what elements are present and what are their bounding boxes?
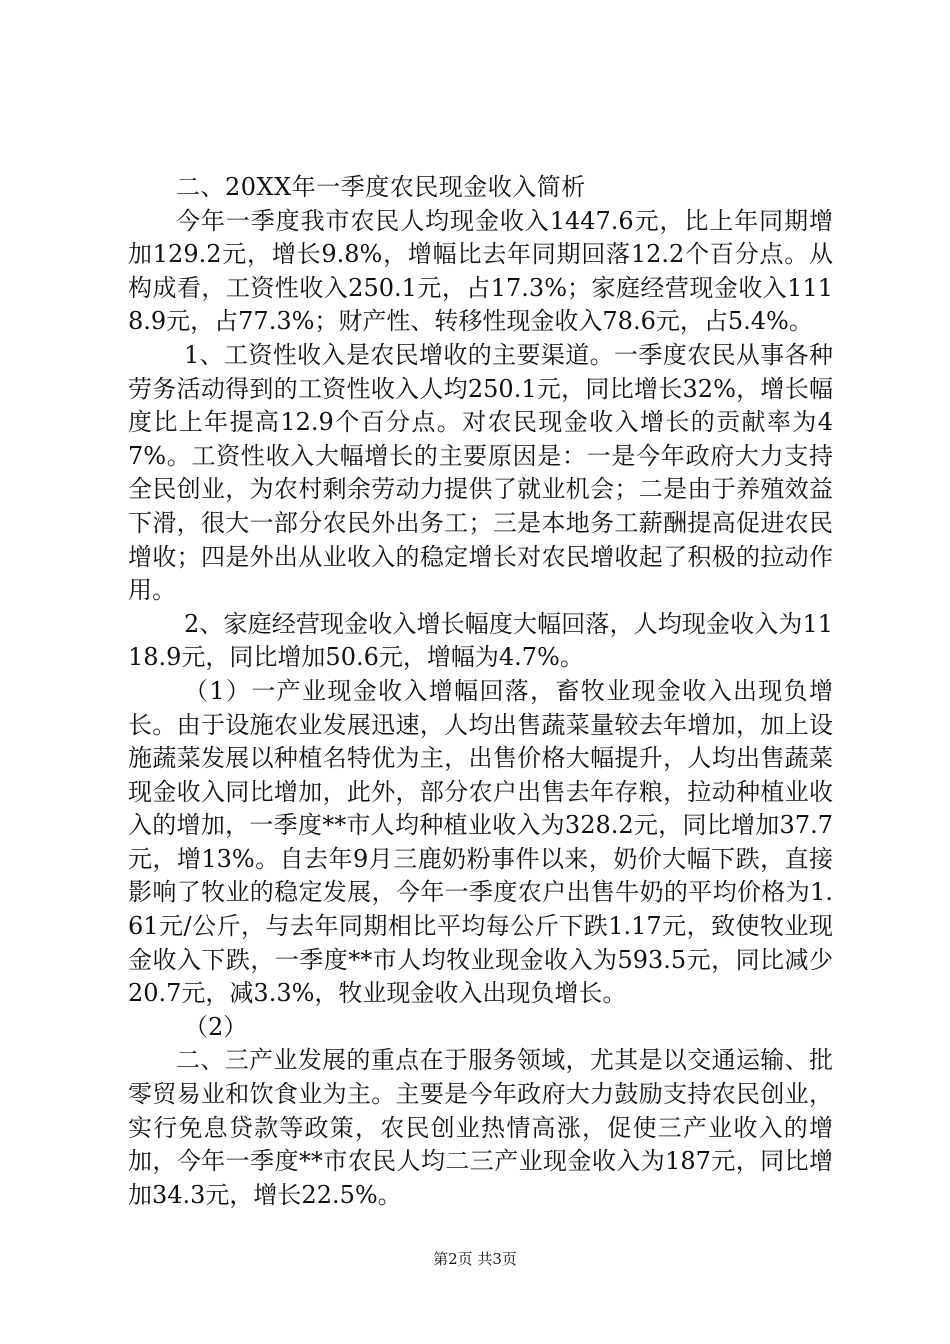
paragraph-primary-industry: （1）一产业现金收入增幅回落，畜牧业现金收入出现负增长。由于设施农业发展迅速，人均出售蔬菜量较去年增加，加上设施蔬菜发展以种植名特优为主，出售价格大幅提升，人均出售蔬菜现金收入同比增加，此外，部分农户出售去年存粮，拉动种植业收入的增加，一季度**市人均种植业收入为328.2元，同比增加37.7元，增13%。自去年9月三鹿奶粉事件以来，奶价大幅下跌，直接影响了牧业的稳定发展，今年一季度农户出售牛奶的平均价格为1.61元/公斤，与去年同期相比平均每公斤下跌1.17元，致使牧业现金收入下跌，一季度**市人均牧业现金收入为593.5元，同比减少20.7元，减3.3%，牧业现金收入出现负增长。 [128,676,833,1008]
paragraph-household-income: 2、家庭经营现金收入增长幅度大幅回落，人均现金收入为1118.9元，同比增加50.6元，增幅为4.7%。 [128,609,833,672]
page-footer: 第2页 共3页 [433,1250,517,1268]
document-body [128,171,833,1212]
paragraph-summary: 今年一季度我市农民人均现金收入1447.6元，比上年同期增加129.2元，增长9.8%，增幅比去年同期回落12.2个百分点。从构成看，工资性收入250.1元，占17.3%；家庭经营现金收入1118.9元，占77.3%；财产性、转移性现金收入78.6元，占5.4%。 [128,206,833,336]
paragraph-tertiary-industry: 二、三产业发展的重点在于服务领域，尤其是以交通运输、批零贸易业和饮食业为主。主要是今年政府大力鼓励支持农民创业，实行免息贷款等政策，农民创业热情高涨，促使三产业收入的增加，今年一季度**市农民人均二三产业现金收入为187元，同比增加34.3元，增长22.5%。 [128,1046,833,1209]
section-heading: 二、20XX年一季度农民现金收入简析 [176,173,586,201]
paragraph-wage-income: 1、工资性收入是农民增收的主要渠道。一季度农民从事各种劳务活动得到的工资性收入人均250.1元，同比增长32%，增长幅度比上年提高12.9个百分点。对农民现金收入增长的贡献率为47%。工资性收入大幅增长的主要原因是：一是今年政府大力支持全民创业，为农村剩余劳动力提供了就业机会；二是由于养殖效益下滑，很大一部分农民外出务工；三是本地务工薪酬提高促进农民增收；四是外出从业收入的稳定增长对农民增收起了积极的拉动作用。 [128,340,833,605]
paragraph-item-2-label: （2） [184,1012,248,1041]
